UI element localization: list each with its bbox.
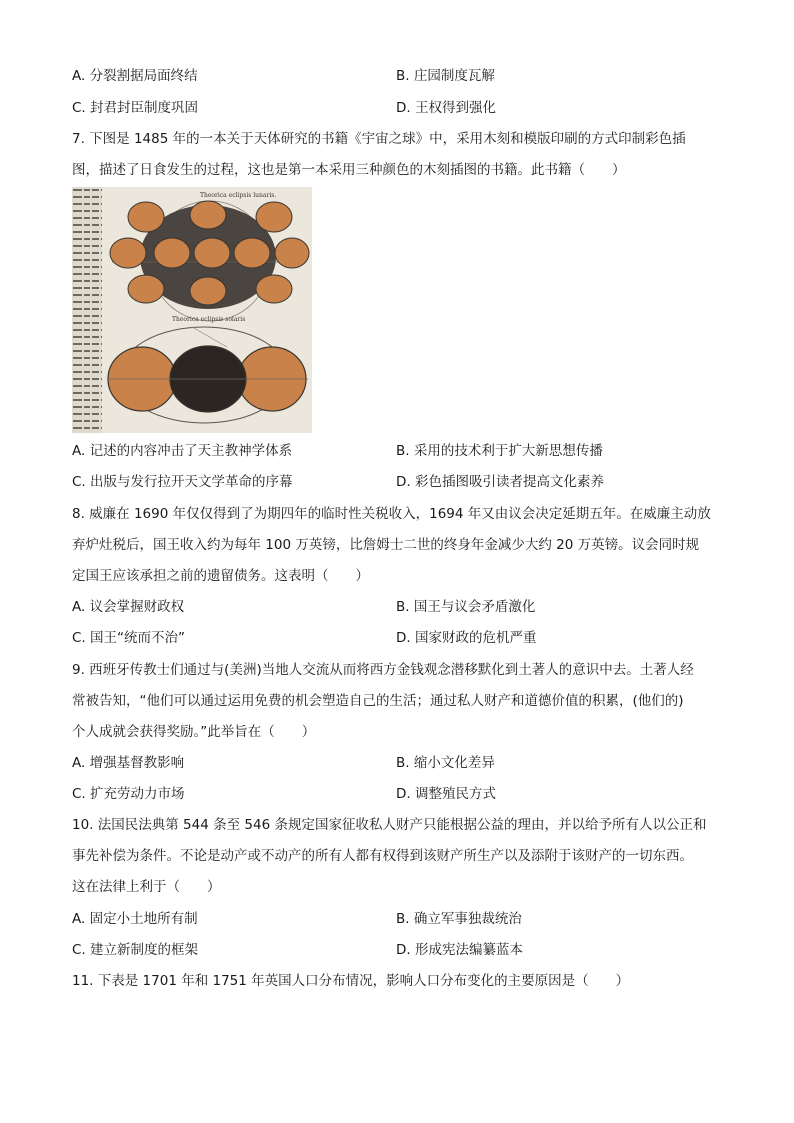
q6-option-c[interactable]: C. 封君封臣制度巩固	[72, 100, 199, 116]
q9-option-a[interactable]: A. 增强基督教影响	[72, 755, 185, 771]
q7-stem-line-2: 图，描述了日食发生的过程，这也是第一本采用三种颜色的木刻插图的书籍。此书籍（ ）	[72, 162, 626, 178]
q8-stem-line-3: 定国王应该承担之前的遗留债务。这表明（ ）	[72, 568, 369, 584]
q10-option-d[interactable]: D. 形成宪法编纂蓝本	[396, 942, 523, 958]
q6-option-a[interactable]: A. 分裂割据局面终结	[72, 68, 198, 84]
q8-stem-line-1: 8. 威廉在 1690 年仅仅得到了为期四年的临时性关税收入，1694 年又由议会决定延期五年。在威廉主动放	[72, 506, 711, 522]
q7-stem-line-1: 7. 下图是 1485 年的一本关于天体研究的书籍《宇宙之球》中，采用木刻和模版印刷的方式印制彩色插	[72, 131, 686, 147]
q8-stem-line-2: 弃炉灶税后，国王收入约为每年 100 万英镑，比詹姆士二世的终身年金减少大约 20 万英镑。议会同时规	[72, 537, 700, 553]
q10-option-c[interactable]: C. 建立新制度的框架	[72, 942, 199, 958]
q6-option-b[interactable]: B. 庄园制度瓦解	[396, 68, 495, 84]
q10-stem-line-1: 10. 法国民法典第 544 条至 546 条规定国家征收私人财产只能根据公益的理由，并以给予所有人以公正和	[72, 817, 707, 833]
q10-option-b[interactable]: B. 确立军事独裁统治	[396, 911, 522, 927]
eclipse-woodcut-figure	[72, 187, 312, 433]
q9-option-c[interactable]: C. 扩充劳动力市场	[72, 786, 185, 802]
q9-option-d[interactable]: D. 调整殖民方式	[396, 786, 496, 802]
figure-label-top: Theorica eclipsis lunaris.	[200, 192, 277, 199]
q6-option-d[interactable]: D. 王权得到强化	[396, 100, 496, 116]
q10-stem-line-2: 事先补偿为条件。不论是动产或不动产的所有人都有权得到该财产所生产以及添附于该财产的一切东西。	[72, 848, 693, 864]
figure-label-mid: Theorica eclipsis solaris	[172, 316, 246, 323]
q9-option-b[interactable]: B. 缩小文化差异	[396, 755, 495, 771]
q8-option-a[interactable]: A. 议会掌握财政权	[72, 599, 185, 615]
q8-option-c[interactable]: C. 国王“统而不治”	[72, 630, 185, 646]
q10-stem-line-3: 这在法律上利于（ ）	[72, 879, 221, 895]
q7-option-c[interactable]: C. 出版与发行拉开天文学革命的序幕	[72, 474, 293, 490]
q7-option-d[interactable]: D. 彩色插图吸引读者提高文化素养	[396, 474, 604, 490]
q8-option-d[interactable]: D. 国家财政的危机严重	[396, 630, 537, 646]
q8-option-b[interactable]: B. 国王与议会矛盾激化	[396, 599, 536, 615]
q9-stem-line-2: 常被告知，“他们可以通过运用免费的机会塑造自己的生活；通过私人财产和道德价值的积累，(他们的)	[72, 693, 684, 709]
q11-stem-line-1: 11. 下表是 1701 年和 1751 年英国人口分布情况，影响人口分布变化的主要原因是（ ）	[72, 973, 630, 989]
q7-option-b[interactable]: B. 采用的技术利于扩大新思想传播	[396, 443, 603, 459]
q9-stem-line-3: 个人成就会获得奖励。”此举旨在（ ）	[72, 724, 316, 740]
q10-option-a[interactable]: A. 固定小土地所有制	[72, 911, 198, 927]
q7-option-a[interactable]: A. 记述的内容冲击了天主教神学体系	[72, 443, 293, 459]
q9-stem-line-1: 9. 西班牙传教士们通过与(美洲)当地人交流从而将西方金钱观念潜移默化到土著人的意识中去。土著人经	[72, 662, 694, 678]
